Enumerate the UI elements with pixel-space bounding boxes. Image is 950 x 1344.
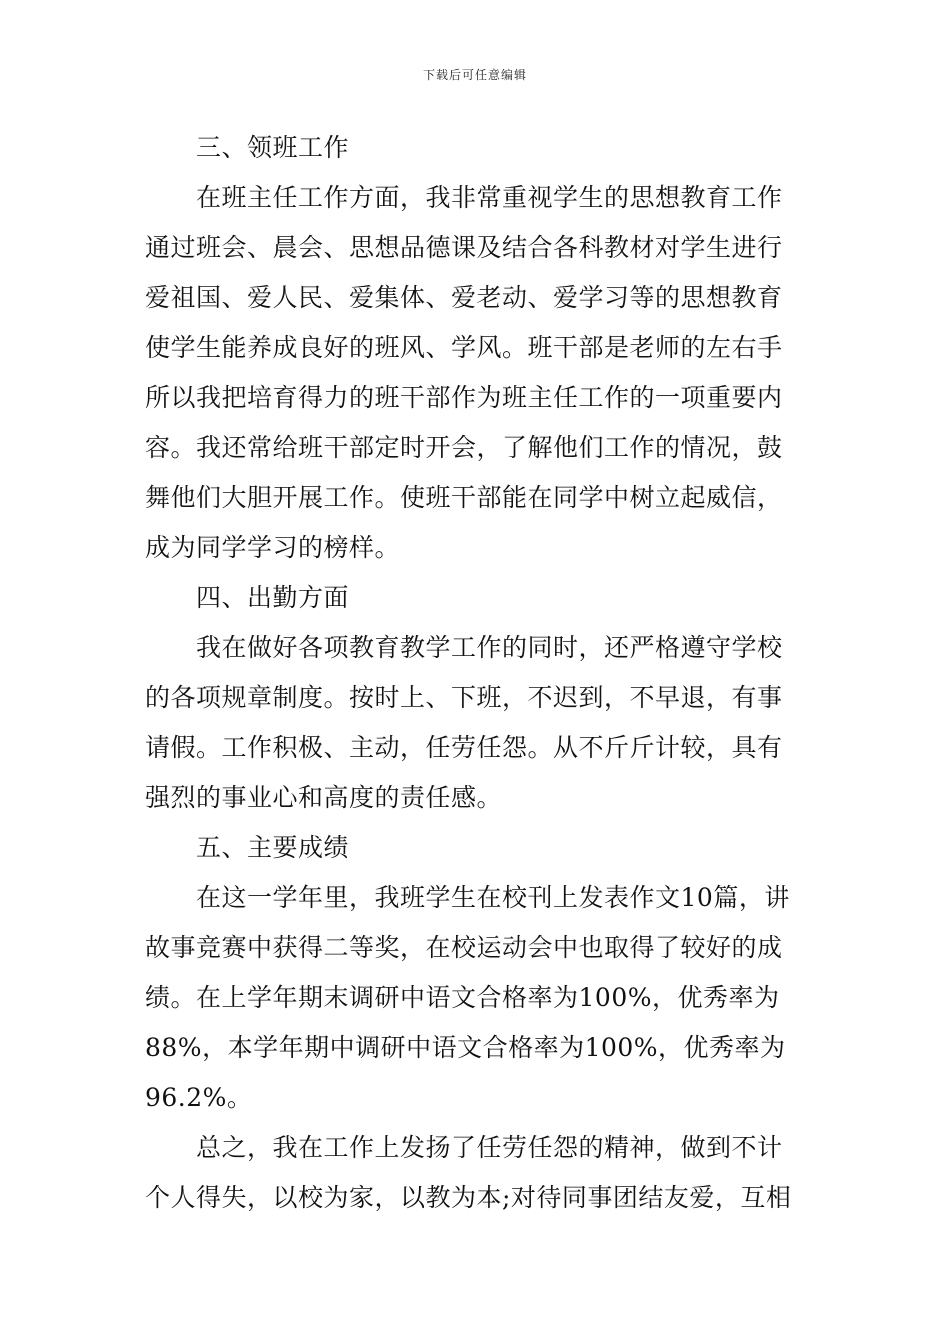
paragraph-line: 容。我还常给班干部定时开会，了解他们工作的情况，鼓 — [145, 433, 783, 462]
paragraph-line: 个人得失，以校为家，以教为本;对待同事团结友爱，互相 — [145, 1183, 792, 1212]
paragraph-line: 96.2%。 — [145, 1083, 253, 1112]
page-header: 下载后可任意编辑 — [422, 68, 527, 82]
paragraph-line: 的各项规章制度。按时上、下班，不迟到，不早退，有事 — [145, 683, 783, 712]
paragraph-line: 我在做好各项教育教学工作的同时，还严格遵守学校 — [196, 633, 783, 662]
paragraph-line: 总之，我在工作上发扬了任劳任怨的精神，做到不计 — [196, 1133, 783, 1162]
paragraph-line: 所以我把培育得力的班干部作为班主任工作的一项重要内 — [145, 383, 783, 412]
paragraph-line: 使学生能养成良好的班风、学风。班干部是老师的左右手 — [145, 333, 783, 362]
paragraph-line: 成为同学学习的榜样。 — [145, 533, 401, 562]
paragraph-line: 故事竞赛中获得二等奖，在校运动会中也取得了较好的成 — [145, 933, 783, 962]
section-heading-achievements: 五、主要成绩 — [196, 833, 350, 862]
paragraph-line: 绩。在上学年期末调研中语文合格率为100%，优秀率为 — [145, 983, 780, 1012]
paragraph-line: 舞他们大胆开展工作。使班干部能在同学中树立起威信， — [145, 483, 783, 512]
paragraph-line: 请假。工作积极、主动，任劳任怨。从不斤斤计较，具有 — [145, 733, 783, 762]
section-heading-attendance: 四、出勤方面 — [196, 583, 350, 612]
paragraph-line: 强烈的事业心和高度的责任感。 — [145, 783, 503, 812]
section-heading-lead-class: 三、领班工作 — [196, 133, 350, 162]
paragraph-line: 88%，本学年期中调研中语文合格率为100%，优秀率为 — [145, 1033, 786, 1062]
paragraph-line: 爱祖国、爱人民、爱集体、爱老动、爱学习等的思想教育 — [145, 283, 783, 312]
paragraph-line: 在这一学年里，我班学生在校刊上发表作文10篇，讲 — [196, 883, 790, 912]
paragraph-line: 在班主任工作方面，我非常重视学生的思想教育工作 — [196, 183, 783, 212]
paragraph-line: 通过班会、晨会、思想品德课及结合各科教材对学生进行 — [145, 233, 783, 262]
